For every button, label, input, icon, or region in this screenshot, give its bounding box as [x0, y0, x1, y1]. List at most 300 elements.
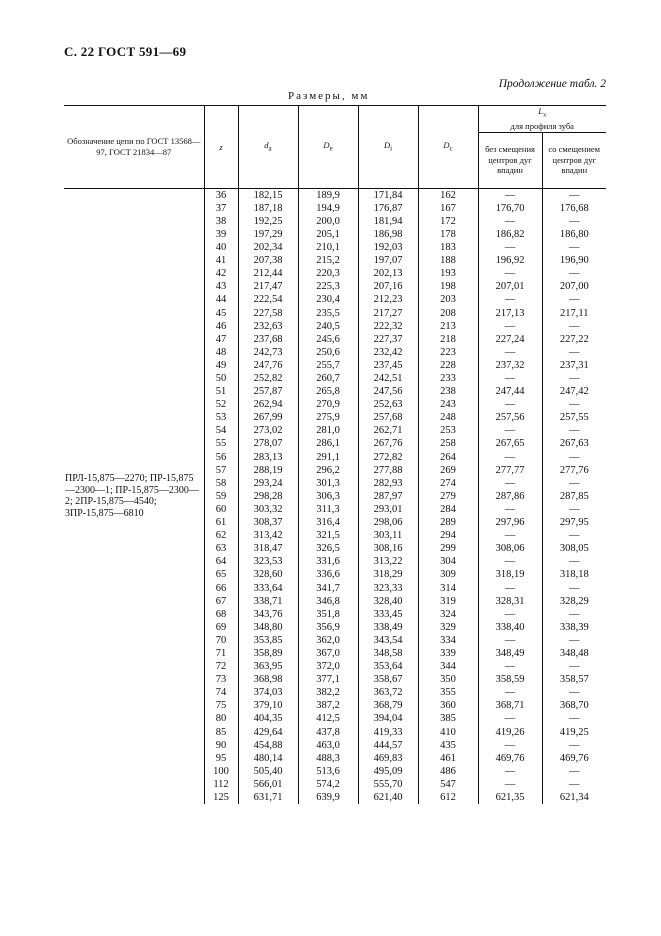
cell-de: 296,2: [298, 464, 358, 477]
cell-lx-no-offset: —: [478, 778, 542, 791]
header-dc: $D_c$: [418, 106, 478, 189]
cell-de: 306,3: [298, 490, 358, 503]
cell-da: 308,37: [238, 516, 298, 529]
cell-da: 454,88: [238, 739, 298, 752]
cell-lx-with-offset: —: [542, 529, 606, 542]
cell-lx-no-offset: 368,71: [478, 699, 542, 712]
cell-lx-with-offset: 338,39: [542, 621, 606, 634]
cell-lx-no-offset: 287,86: [478, 490, 542, 503]
cell-z: 50: [204, 372, 238, 385]
cell-de: 240,5: [298, 320, 358, 333]
cell-z: 64: [204, 555, 238, 568]
cell-lx-no-offset: 358,59: [478, 673, 542, 686]
cell-da: 298,28: [238, 490, 298, 503]
page-header: С. 22 ГОСТ 591—69: [64, 44, 187, 59]
cell-de: 367,0: [298, 647, 358, 660]
cell-de: 194,9: [298, 202, 358, 215]
cell-di: 212,23: [358, 293, 418, 306]
cell-da: 318,47: [238, 542, 298, 555]
cell-de: 230,4: [298, 293, 358, 306]
cell-lx-no-offset: 338,40: [478, 621, 542, 634]
cell-lx-with-offset: —: [542, 267, 606, 280]
cell-lx-with-offset: 318,18: [542, 568, 606, 581]
cell-dc: 172: [418, 215, 478, 228]
cell-lx-with-offset: 348,48: [542, 647, 606, 660]
cell-z: 46: [204, 320, 238, 333]
cell-lx-with-offset: 469,76: [542, 752, 606, 765]
cell-lx-with-offset: —: [542, 451, 606, 464]
cell-lx-with-offset: —: [542, 634, 606, 647]
cell-z: 80: [204, 712, 238, 725]
cell-dc: 294: [418, 529, 478, 542]
cell-lx-with-offset: —: [542, 293, 606, 306]
cell-di: 495,09: [358, 765, 418, 778]
cell-de: 220,3: [298, 267, 358, 280]
cell-dc: 193: [418, 267, 478, 280]
cell-da: 328,60: [238, 568, 298, 581]
cell-lx-with-offset: —: [542, 582, 606, 595]
cell-lx-with-offset: —: [542, 477, 606, 490]
cell-da: 192,25: [238, 215, 298, 228]
cell-di: 277,88: [358, 464, 418, 477]
cell-lx-with-offset: —: [542, 241, 606, 254]
cell-da: 480,14: [238, 752, 298, 765]
cell-dc: 410: [418, 726, 478, 739]
cell-lx-no-offset: 196,92: [478, 254, 542, 267]
cell-lx-with-offset: 237,31: [542, 359, 606, 372]
cell-dc: 334: [418, 634, 478, 647]
cell-di: 621,40: [358, 791, 418, 804]
cell-dc: 243: [418, 398, 478, 411]
cell-dc: 188: [418, 254, 478, 267]
cell-di: 262,71: [358, 424, 418, 437]
cell-lx-with-offset: 207,00: [542, 280, 606, 293]
cell-da: 348,80: [238, 621, 298, 634]
cell-de: 382,2: [298, 686, 358, 699]
cell-lx-no-offset: 308,06: [478, 542, 542, 555]
cell-dc: 314: [418, 582, 478, 595]
cell-dc: 339: [418, 647, 478, 660]
cell-de: 245,6: [298, 333, 358, 346]
cell-di: 318,29: [358, 568, 418, 581]
cell-de: 639,9: [298, 791, 358, 804]
cell-di: 227,37: [358, 333, 418, 346]
table-row: [64, 188, 606, 202]
cell-z: 67: [204, 595, 238, 608]
cell-lx-no-offset: —: [478, 739, 542, 752]
cell-lx-no-offset: 469,76: [478, 752, 542, 765]
cell-lx-no-offset: 257,56: [478, 411, 542, 424]
cell-di: 348,58: [358, 647, 418, 660]
cell-da: 333,64: [238, 582, 298, 595]
cell-z: 61: [204, 516, 238, 529]
cell-di: 222,32: [358, 320, 418, 333]
cell-lx-with-offset: —: [542, 320, 606, 333]
cell-lx-no-offset: 277,77: [478, 464, 542, 477]
cell-dc: 248: [418, 411, 478, 424]
cell-di: 272,82: [358, 451, 418, 464]
cell-lx-no-offset: 267,65: [478, 437, 542, 450]
cell-de: 331,6: [298, 555, 358, 568]
cell-lx-no-offset: —: [478, 267, 542, 280]
cell-di: 323,33: [358, 582, 418, 595]
cell-lx-no-offset: 348,49: [478, 647, 542, 660]
cell-dc: 218: [418, 333, 478, 346]
cell-dc: 269: [418, 464, 478, 477]
cell-z: 60: [204, 503, 238, 516]
cell-dc: 167: [418, 202, 478, 215]
cell-lx-no-offset: 419,26: [478, 726, 542, 739]
cell-de: 316,4: [298, 516, 358, 529]
cell-lx-with-offset: 267,63: [542, 437, 606, 450]
cell-lx-no-offset: 318,19: [478, 568, 542, 581]
cell-di: 343,54: [358, 634, 418, 647]
cell-da: 313,42: [238, 529, 298, 542]
cell-lx-with-offset: —: [542, 555, 606, 568]
cell-lx-no-offset: 237,32: [478, 359, 542, 372]
cell-di: 176,87: [358, 202, 418, 215]
cell-de: 265,8: [298, 385, 358, 398]
cell-di: 257,68: [358, 411, 418, 424]
cell-lx-no-offset: —: [478, 765, 542, 778]
header-lx: $L_x$ для профиля зуба: [478, 106, 606, 133]
cell-lx-no-offset: 186,82: [478, 228, 542, 241]
cell-lx-no-offset: 227,24: [478, 333, 542, 346]
cell-z: 85: [204, 726, 238, 739]
cell-da: 202,34: [238, 241, 298, 254]
cell-lx-no-offset: —: [478, 660, 542, 673]
cell-de: 488,3: [298, 752, 358, 765]
cell-dc: 289: [418, 516, 478, 529]
cell-lx-no-offset: 176,70: [478, 202, 542, 215]
cell-z: 53: [204, 411, 238, 424]
cell-di: 237,45: [358, 359, 418, 372]
cell-lx-no-offset: 207,01: [478, 280, 542, 293]
cell-di: 293,01: [358, 503, 418, 516]
cell-di: 202,13: [358, 267, 418, 280]
cell-lx-with-offset: —: [542, 765, 606, 778]
cell-z: 49: [204, 359, 238, 372]
cell-lx-with-offset: 287,85: [542, 490, 606, 503]
cell-lx-with-offset: —: [542, 739, 606, 752]
cell-de: 311,3: [298, 503, 358, 516]
cell-da: 288,19: [238, 464, 298, 477]
cell-dc: 258: [418, 437, 478, 450]
header-no-offset: без смещения центров дуг впадин: [478, 132, 542, 188]
cell-di: 419,33: [358, 726, 418, 739]
cell-dc: 253: [418, 424, 478, 437]
cell-de: 362,0: [298, 634, 358, 647]
cell-dc: 208: [418, 307, 478, 320]
cell-di: 328,40: [358, 595, 418, 608]
cell-lx-with-offset: —: [542, 778, 606, 791]
cell-lx-with-offset: 328,29: [542, 595, 606, 608]
cell-z: 42: [204, 267, 238, 280]
cell-z: 41: [204, 254, 238, 267]
cell-de: 351,8: [298, 608, 358, 621]
cell-di: 171,84: [358, 188, 418, 202]
cell-lx-with-offset: —: [542, 215, 606, 228]
cell-lx-with-offset: 297,95: [542, 516, 606, 529]
cell-di: 217,27: [358, 307, 418, 320]
cell-da: 242,73: [238, 346, 298, 359]
cell-de: 574,2: [298, 778, 358, 791]
cell-lx-no-offset: —: [478, 293, 542, 306]
cell-lx-no-offset: —: [478, 424, 542, 437]
cell-dc: 198: [418, 280, 478, 293]
cell-z: 56: [204, 451, 238, 464]
cell-dc: 162: [418, 188, 478, 202]
cell-lx-no-offset: —: [478, 712, 542, 725]
cell-de: 513,6: [298, 765, 358, 778]
cell-de: 189,9: [298, 188, 358, 202]
cell-di: 298,06: [358, 516, 418, 529]
cell-di: 353,64: [358, 660, 418, 673]
cell-lx-no-offset: 247,44: [478, 385, 542, 398]
cell-de: 321,5: [298, 529, 358, 542]
cell-z: 44: [204, 293, 238, 306]
cell-de: 372,0: [298, 660, 358, 673]
cell-da: 429,64: [238, 726, 298, 739]
cell-lx-with-offset: 176,68: [542, 202, 606, 215]
cell-dc: 319: [418, 595, 478, 608]
cell-di: 444,57: [358, 739, 418, 752]
cell-da: 232,63: [238, 320, 298, 333]
cell-dc: 183: [418, 241, 478, 254]
cell-di: 338,49: [358, 621, 418, 634]
cell-di: 197,07: [358, 254, 418, 267]
cell-da: 566,01: [238, 778, 298, 791]
cell-dc: 385: [418, 712, 478, 725]
cell-de: 255,7: [298, 359, 358, 372]
cell-lx-with-offset: 621,34: [542, 791, 606, 804]
cell-di: 252,63: [358, 398, 418, 411]
cell-da: 197,29: [238, 228, 298, 241]
cell-lx-no-offset: —: [478, 372, 542, 385]
cell-dc: 547: [418, 778, 478, 791]
cell-da: 283,13: [238, 451, 298, 464]
cell-z: 47: [204, 333, 238, 346]
cell-lx-with-offset: —: [542, 424, 606, 437]
cell-lx-with-offset: —: [542, 346, 606, 359]
cell-z: 52: [204, 398, 238, 411]
cell-da: 353,85: [238, 634, 298, 647]
cell-lx-with-offset: 257,55: [542, 411, 606, 424]
cell-de: 250,6: [298, 346, 358, 359]
cell-lx-with-offset: 419,25: [542, 726, 606, 739]
cell-da: 363,95: [238, 660, 298, 673]
cell-da: 631,71: [238, 791, 298, 804]
cell-di: 192,03: [358, 241, 418, 254]
cell-z: 72: [204, 660, 238, 673]
cell-z: 100: [204, 765, 238, 778]
cell-di: 308,16: [358, 542, 418, 555]
header-de: $D_e$: [298, 106, 358, 189]
cell-da: 338,71: [238, 595, 298, 608]
header-z: z: [204, 106, 238, 189]
cell-da: 368,98: [238, 673, 298, 686]
cell-da: 273,02: [238, 424, 298, 437]
cell-da: 303,32: [238, 503, 298, 516]
cell-di: 313,22: [358, 555, 418, 568]
cell-z: 36: [204, 188, 238, 202]
cell-z: 66: [204, 582, 238, 595]
cell-di: 207,16: [358, 280, 418, 293]
cell-lx-with-offset: —: [542, 503, 606, 516]
cell-z: 65: [204, 568, 238, 581]
cell-lx-with-offset: —: [542, 188, 606, 202]
cell-lx-with-offset: —: [542, 398, 606, 411]
cell-dc: 304: [418, 555, 478, 568]
cell-di: 242,51: [358, 372, 418, 385]
cell-da: 374,03: [238, 686, 298, 699]
cell-z: 51: [204, 385, 238, 398]
cell-z: 54: [204, 424, 238, 437]
cell-dc: 213: [418, 320, 478, 333]
cell-dc: 360: [418, 699, 478, 712]
header-di: $D_i$: [358, 106, 418, 189]
cell-lx-with-offset: 227,22: [542, 333, 606, 346]
cell-di: 394,04: [358, 712, 418, 725]
cell-di: 555,70: [358, 778, 418, 791]
cell-di: 267,76: [358, 437, 418, 450]
cell-de: 215,2: [298, 254, 358, 267]
cell-z: 43: [204, 280, 238, 293]
cell-di: 287,97: [358, 490, 418, 503]
cell-dc: 612: [418, 791, 478, 804]
cell-de: 225,3: [298, 280, 358, 293]
cell-da: 404,35: [238, 712, 298, 725]
cell-de: 291,1: [298, 451, 358, 464]
cell-dc: 274: [418, 477, 478, 490]
cell-lx-with-offset: 247,42: [542, 385, 606, 398]
cell-z: 62: [204, 529, 238, 542]
cell-da: 187,18: [238, 202, 298, 215]
cell-da: 379,10: [238, 699, 298, 712]
cell-dc: 350: [418, 673, 478, 686]
sizes-label: Размеры, мм: [288, 90, 370, 102]
cell-dc: 299: [418, 542, 478, 555]
cell-dc: 309: [418, 568, 478, 581]
cell-da: 227,58: [238, 307, 298, 320]
cell-dc: 461: [418, 752, 478, 765]
cell-z: 73: [204, 673, 238, 686]
cell-dc: 264: [418, 451, 478, 464]
cell-de: 463,0: [298, 739, 358, 752]
cell-da: 343,76: [238, 608, 298, 621]
cell-di: 363,72: [358, 686, 418, 699]
cell-lx-no-offset: —: [478, 634, 542, 647]
cell-da: 267,99: [238, 411, 298, 424]
cell-dc: 178: [418, 228, 478, 241]
cell-lx-no-offset: —: [478, 451, 542, 464]
cell-di: 282,93: [358, 477, 418, 490]
cell-de: 326,5: [298, 542, 358, 555]
cell-lx-no-offset: 217,13: [478, 307, 542, 320]
table-header: [64, 106, 606, 189]
header-designation: Обозначение цепи по ГОСТ 13568—97, ГОСТ 21834—87: [64, 106, 204, 189]
cell-lx-with-offset: —: [542, 686, 606, 699]
cell-de: 377,1: [298, 673, 358, 686]
cell-dc: 324: [418, 608, 478, 621]
cell-lx-no-offset: 328,31: [478, 595, 542, 608]
cell-z: 71: [204, 647, 238, 660]
cell-dc: 238: [418, 385, 478, 398]
cell-lx-with-offset: 308,05: [542, 542, 606, 555]
cell-z: 38: [204, 215, 238, 228]
cell-lx-no-offset: —: [478, 346, 542, 359]
cell-lx-no-offset: 621,35: [478, 791, 542, 804]
cell-z: 39: [204, 228, 238, 241]
table-body: [64, 188, 606, 804]
cell-di: 247,56: [358, 385, 418, 398]
chain-designation-cell: ПРЛ-15,875—2270; ПР-15,875—2300—1; ПР-15,875—2300—2; 2ПР-15,875—4540; 3ПР-15,875—6810: [64, 188, 204, 804]
cell-de: 437,8: [298, 726, 358, 739]
cell-da: 505,40: [238, 765, 298, 778]
cell-de: 270,9: [298, 398, 358, 411]
cell-z: 58: [204, 477, 238, 490]
cell-lx-with-offset: —: [542, 660, 606, 673]
cell-dc: 344: [418, 660, 478, 673]
cell-dc: 233: [418, 372, 478, 385]
cell-lx-no-offset: —: [478, 398, 542, 411]
cell-z: 74: [204, 686, 238, 699]
cell-dc: 355: [418, 686, 478, 699]
cell-dc: 279: [418, 490, 478, 503]
cell-dc: 223: [418, 346, 478, 359]
cell-da: 257,87: [238, 385, 298, 398]
cell-di: 303,11: [358, 529, 418, 542]
cell-lx-no-offset: —: [478, 241, 542, 254]
cell-lx-no-offset: —: [478, 555, 542, 568]
cell-z: 45: [204, 307, 238, 320]
cell-lx-with-offset: —: [542, 372, 606, 385]
cell-da: 252,82: [238, 372, 298, 385]
cell-lx-with-offset: 277,76: [542, 464, 606, 477]
cell-de: 387,2: [298, 699, 358, 712]
cell-lx-no-offset: —: [478, 582, 542, 595]
cell-lx-with-offset: 196,90: [542, 254, 606, 267]
cell-da: 323,53: [238, 555, 298, 568]
cell-da: 237,68: [238, 333, 298, 346]
cell-de: 336,6: [298, 568, 358, 581]
cell-di: 181,94: [358, 215, 418, 228]
cell-z: 75: [204, 699, 238, 712]
header-lx-note: для профиля зуба: [510, 121, 574, 132]
cell-z: 70: [204, 634, 238, 647]
cell-lx-no-offset: —: [478, 477, 542, 490]
cell-dc: 203: [418, 293, 478, 306]
chain-sprocket-dimensions-table: [64, 105, 606, 804]
cell-lx-no-offset: —: [478, 686, 542, 699]
cell-de: 356,9: [298, 621, 358, 634]
cell-lx-no-offset: —: [478, 503, 542, 516]
cell-de: 205,1: [298, 228, 358, 241]
cell-z: 59: [204, 490, 238, 503]
cell-z: 95: [204, 752, 238, 765]
cell-z: 112: [204, 778, 238, 791]
table-continuation-note: Продолжение табл. 2: [498, 78, 606, 90]
cell-z: 57: [204, 464, 238, 477]
cell-da: 278,07: [238, 437, 298, 450]
cell-di: 469,83: [358, 752, 418, 765]
header-da: $d_a$: [238, 106, 298, 189]
cell-lx-with-offset: —: [542, 608, 606, 621]
cell-lx-no-offset: —: [478, 320, 542, 333]
cell-z: 90: [204, 739, 238, 752]
cell-da: 262,94: [238, 398, 298, 411]
cell-dc: 435: [418, 739, 478, 752]
